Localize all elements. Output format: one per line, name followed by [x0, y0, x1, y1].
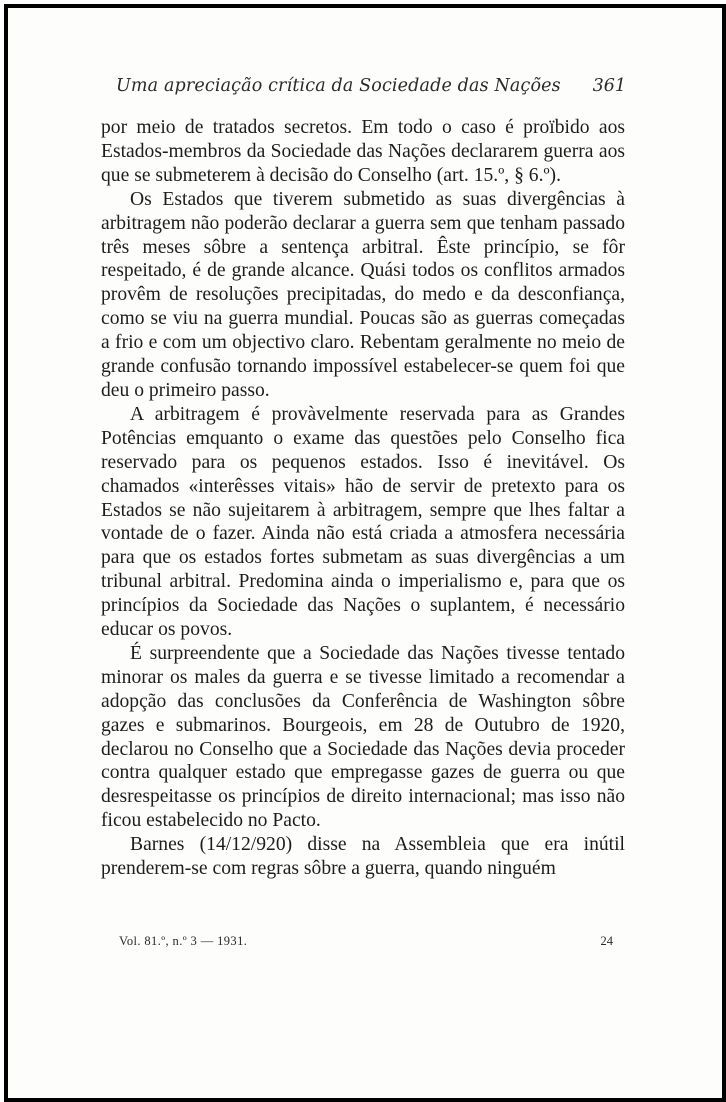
page-footer	[101, 934, 625, 952]
signature-mark: 24	[600, 934, 613, 948]
paragraph-2: Os Estados que tiverem submetido as suas divergências à arbitragem não poderão declarar a guerra sem que tenham passado três meses sôbre a sentença arbitral. Êste princípio, se fôr respeitado, é de grande alcance. Quási todos os conflitos armados provêm de resoluções precipitadas, do medo e da desconfiança, como se viu na guerra mundial. Poucas são as guerras começadas a frio e com um objectivo claro. Rebentam geralmente no meio de grande confusão tornando impossível estabelecer-se quem foi que deu o primeiro passo.	[101, 188, 625, 401]
paragraph-5: Barnes (14/12/920) disse na Assembleia que era inútil prenderem-se com regras sôbre a guerra, quando ninguém	[101, 834, 625, 880]
paragraph-3: A arbitragem é provàvelmente reservada para as Grandes Potências emquanto o exame das questões pelo Conselho fica reservado para os pequenos estados. Isso é inevitável. Os chamados «interêsses vitais» hão de servir de pretexto para os Estados se não sujeitarem à arbitragem, sempre que lhes faltar a vontade de o fazer. Ainda não está criada a atmosfera necessária para que os estados fortes submetam as suas divergências a um tribunal arbitral. Predomina ainda o imperialismo e, para que os princípios da Sociedade das Nações o suplantem, é necessário educar os povos.	[101, 403, 625, 641]
paragraph-1: por meio de tratados secretos. Em todo o caso é proïbido aos Estados-membros da Sociedade das Nações declararem guerra aos que se submeterem à decisão do Conselho (art. 15.º, § 6.º).	[101, 117, 625, 186]
page-number: 361	[592, 76, 626, 96]
volume-info: Vol. 81.º, n.º 3 — 1931.	[119, 934, 248, 948]
page-body	[101, 116, 625, 881]
paragraph-4: É surpreendente que a Sociedade das Nações tivesse tentado minorar os males da guerra e se tivesse limitado a recomendar a adopção das conclusões da Conferência de Washington sôbre gazes e submarinos. Bourgeois, em 28 de Outubro de 1920, declarou no Conselho que a Sociedade das Nações devia proceder contra qualquer estado que empregasse gazes de guerra ou que desrespeitasse os princípios de direito internacional; mas isso não ficou estabelecido no Pacto.	[101, 642, 625, 832]
running-header	[112, 76, 626, 102]
running-title: Uma apreciação crítica da Sociedade das Nações	[116, 76, 561, 96]
